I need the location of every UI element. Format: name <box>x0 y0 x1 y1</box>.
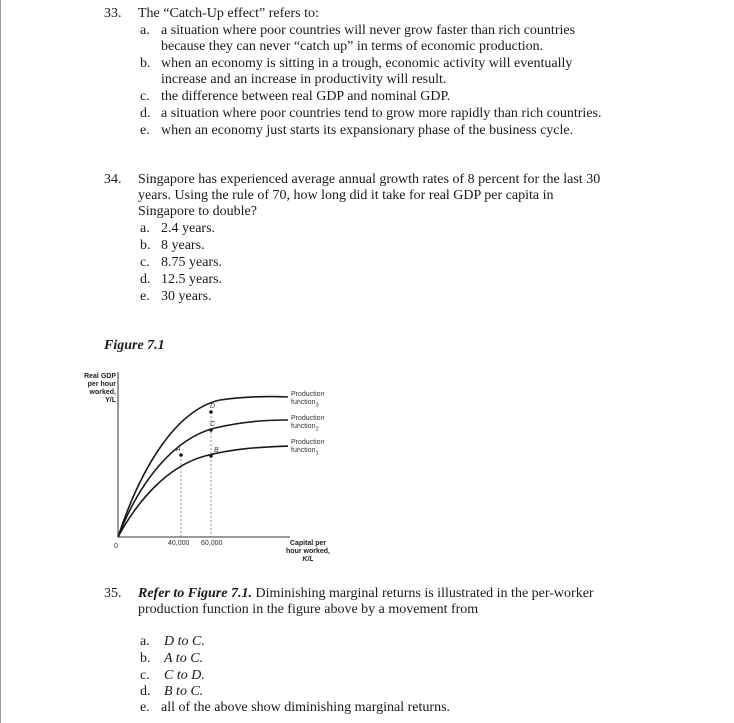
production-function-2-curve <box>118 420 288 537</box>
option-text: 12.5 years. <box>161 272 223 287</box>
figure-title: Figure 7.1 <box>104 338 165 353</box>
curve-label-line: function <box>291 447 316 454</box>
option-text: a situation where poor countries will never grow faster than rich countries <box>161 23 576 38</box>
production-function-3-curve <box>118 396 288 537</box>
x-tick-60000: 60,000 <box>201 540 223 547</box>
x-axis-label-line: Capital per <box>289 540 327 547</box>
x-tick-40000: 40,000 <box>168 540 190 547</box>
option-letter: b. <box>140 651 151 666</box>
point-a-label: A <box>176 446 181 453</box>
question-stem-text: Diminishing marginal returns is illustrated in the per-worker <box>251 586 594 601</box>
option-letter: e. <box>140 123 150 138</box>
curve-label-line: Production <box>291 415 325 422</box>
y-axis-label-line: per hour <box>87 381 116 388</box>
question-stem: years. Using the rule of 70, how long did it take for real GDP per capita in <box>138 188 554 203</box>
option-text: 30 years. <box>161 289 212 304</box>
option-text: C to D. <box>164 668 205 683</box>
question-stem: Singapore has experienced average annual growth rates of 8 percent for the last 30 <box>138 172 601 187</box>
question-stem: Singapore to double? <box>138 204 257 219</box>
option-text: B to C. <box>164 684 204 699</box>
option-letter: e. <box>140 700 150 715</box>
figure-reference: Refer to Figure 7.1. <box>138 586 252 601</box>
question-number: 35. <box>104 586 122 601</box>
curve-label-line: Production <box>291 391 325 398</box>
x-axis-label-line: K/L <box>302 556 314 563</box>
option-letter: a. <box>140 23 150 38</box>
option-letter: b. <box>140 56 151 71</box>
option-letter: d. <box>140 272 151 287</box>
production-function-1-curve <box>118 446 288 537</box>
option-letter: a. <box>140 221 150 236</box>
option-letter: d. <box>140 684 151 699</box>
curve-label-production-function-2 <box>291 415 324 433</box>
curve-subscript: 3 <box>315 402 319 409</box>
option-letter: d. <box>140 106 151 121</box>
question-stem: production function in the figure above by a movement from <box>138 602 479 617</box>
curve-subscript: 1 <box>315 450 319 457</box>
curve-subscript: 2 <box>315 426 319 433</box>
curve-label-production-function-1 <box>291 439 324 457</box>
option-letter: c. <box>140 89 150 104</box>
option-text: 8.75 years. <box>161 255 223 270</box>
y-axis-label-line: Y/L <box>105 397 116 404</box>
origin-label: 0 <box>114 543 118 550</box>
point-a-marker <box>179 453 183 457</box>
point-d-marker <box>209 410 213 414</box>
option-text: a situation where poor countries tend to grow more rapidly than rich countries. <box>161 106 602 121</box>
point-d-label: D <box>210 403 216 410</box>
option-letter: a. <box>140 634 150 649</box>
point-b-label: B <box>214 447 219 454</box>
option-text: all of the above show diminishing marginal returns. <box>161 700 451 715</box>
option-text: the difference between real GDP and nominal GDP. <box>161 89 451 104</box>
y-axis-label-line: worked, <box>89 389 116 396</box>
option-text: increase and an increase in productivity will result. <box>161 72 447 87</box>
point-c-label: C <box>210 421 216 428</box>
x-axis-label <box>282 540 334 564</box>
question-stem <box>138 586 594 602</box>
option-text: when an economy just starts its expansionary phase of the business cycle. <box>161 123 574 138</box>
option-text: D to C. <box>164 634 205 649</box>
y-axis-label-line: Real GDP <box>84 373 116 380</box>
option-text: when an economy is sitting in a trough, economic activity will eventually <box>161 56 573 71</box>
question-number: 34. <box>104 172 122 187</box>
curve-label-line: function <box>291 399 316 406</box>
option-letter: e. <box>140 289 150 304</box>
option-letter: c. <box>140 668 150 683</box>
curve-label-line: function <box>291 423 316 430</box>
option-text: because they can never “catch up” in terms of economic production. <box>161 39 544 54</box>
option-text: 2.4 years. <box>161 221 216 236</box>
curve-label-production-function-3 <box>291 391 324 409</box>
option-letter: c. <box>140 255 150 270</box>
question-number: 33. <box>104 6 122 21</box>
option-text: 8 years. <box>161 238 205 253</box>
x-axis-label-line: hour worked, <box>286 548 330 555</box>
question-stem: The “Catch-Up effect” refers to: <box>138 6 319 21</box>
option-text: A to C. <box>164 651 204 666</box>
point-c-marker <box>209 428 213 432</box>
curve-label-line: Production <box>291 439 325 446</box>
option-letter: b. <box>140 238 151 253</box>
point-b-marker <box>209 454 213 458</box>
